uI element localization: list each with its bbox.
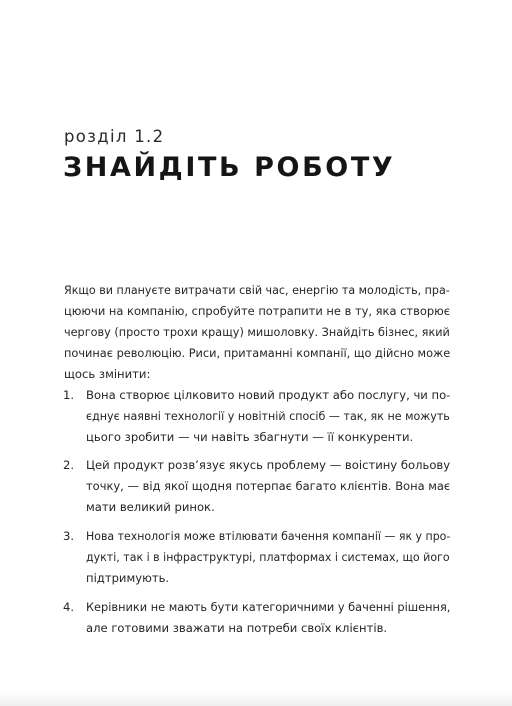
list-number: 2. [63, 458, 75, 472]
intro-line: Якщо ви плануєте витрачати свій час, енергію та молодість, пра- [64, 283, 450, 297]
list-line: цього зробити — чи навіть збагнути — її конкуренти. [86, 430, 414, 444]
section-label: розділ 1.2 [64, 127, 165, 146]
list-number: 3. [63, 529, 75, 543]
list-number: 4. [63, 600, 75, 614]
list-line: єднує наявні технології у новітній спосіб — так, як не можуть [86, 409, 450, 423]
list-line: підтримують. [86, 571, 170, 585]
chapter-title: ЗНАЙДІТЬ РОБОТУ [63, 152, 396, 183]
list-line: мати великий ринок. [86, 500, 215, 514]
list-line: Керівники не мають бути категоричними у баченні рішення, [86, 600, 451, 614]
list-line: Нова технологія може втілювати бачення компанії — як у про- [86, 529, 451, 543]
list-line: дукті, так і в інфраструктурі, платформах і системах, що його [86, 550, 450, 564]
intro-line: щось змінити: [64, 367, 151, 381]
list-line: точку, — від якої щодня потерпає багато клієнтів. Вона має [86, 479, 451, 493]
list-number: 1. [63, 388, 75, 402]
page-bottom-shadow [0, 692, 512, 706]
intro-line: цюючи на компанію, спробуйте потрапити не в ту, яка створює [64, 304, 451, 318]
intro-line: чергову (просто трохи кращу) мишоловку. Знайдіть бізнес, який [64, 325, 450, 339]
list-line: Цей продукт розв’язує якусь проблему — воістину больову [86, 458, 451, 472]
list-line: але готовими зважати на потреби своїх клієнтів. [86, 621, 388, 635]
intro-line: починає революцію. Риси, притаманні компанії, що дійсно може [64, 346, 451, 360]
list-line: Вона створює цілковито новий продукт або послугу, чи по- [86, 388, 451, 402]
